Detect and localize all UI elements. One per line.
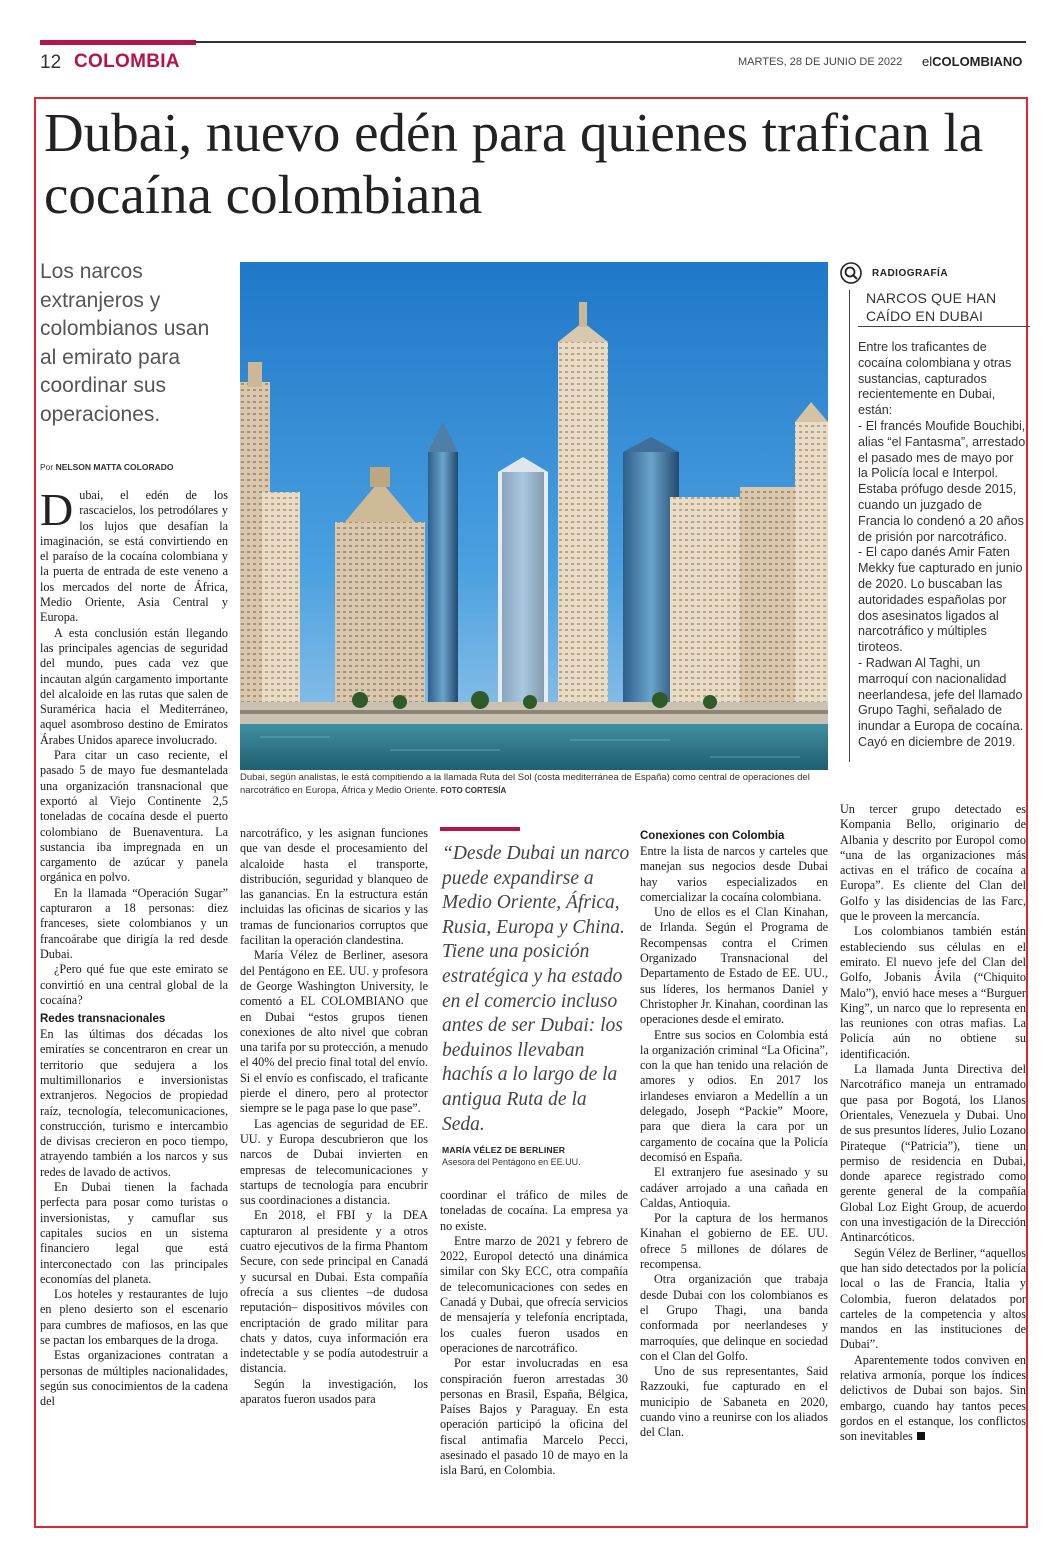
paragraph: El extranjero fue asesinado y su cadáver arrojado a una cañada en Caldas, Antioquia.	[640, 1165, 828, 1210]
section-name[interactable]: COLOMBIA	[74, 51, 180, 72]
dropcap: D	[40, 484, 74, 535]
subheading: Redes transnacionales	[40, 1013, 166, 1026]
sidebar-item: - El francés Moufide Bouchibi, alias “el Fantasma”, arrestado el pasado mes de mayo por la Policía local e Interpol. Estaba prófugo desde 2015, cuando un juzgado de Francia lo condenó a 20 años de prisión por narcotráfico.	[858, 418, 1026, 544]
byline-prefix: Por	[40, 462, 54, 472]
pull-quote-name: MARÍA VÉLEZ DE BERLINER	[442, 1145, 566, 1155]
byline-author: NELSON MATTA COLORADO	[55, 462, 174, 472]
header-accent-rule	[40, 40, 196, 45]
article-column-1	[40, 484, 228, 1410]
paragraph: narcotráfico, y les asignan funciones que van desde el procesamiento del alcaloide hasta el transporte, distribución, seguridad y blanqueo de las ganancias. En la estructura están incluidas las oficinas de sicarios y las tramas de funcionarios corruptos que facilitan la operación clandestina.	[240, 826, 428, 948]
dateline: MARTES, 28 DE JUNIO DE 2022	[738, 56, 903, 68]
paragraph: Otra organización que trabaja desde Dubai con los colombianos es el Grupo Thagi, una banda conformada por neerlandeses y marroquíes, que delinque en sociedad con el Clan del Golfo.	[640, 1272, 828, 1363]
subhead: Los narcos extranjeros y colombianos usan al emirato para coordinar sus operaciones.	[40, 260, 210, 426]
page-number: 12	[40, 52, 62, 73]
pull-quote: “Desde Dubai un narco puede expandirse a Medio Oriente, África, Rusia, Europa y China. Tiene una posición estratégica y ha estado en el comercio incluso antes de ser Dubai: los beduinos llevaban hachís a lo largo de la antigua Ruta de la Seda.	[442, 843, 630, 1135]
paragraph: La llamada Junta Directiva del Narcotráfico maneja un entramado que pasa por Bogotá, los Llanos Orientales, Venezuela y Dubai. Uno de sus presuntos líderes, Julio Lozano Pirateque (“Patricia”), tiene un permiso de residencia en Dubai, donde aparece registrado como gerente general de la compañía Global Loz Eight Group, de acuerdo con una investigación de la Dirección Antinarcóticos.	[840, 1062, 1026, 1245]
photo-credit: FOTO CORTESÍA	[440, 786, 507, 795]
sidebar-label: RADIOGRAFÍA	[872, 268, 949, 279]
brand-name: COLOMBIANO	[932, 54, 1023, 69]
header-rule	[196, 41, 1026, 43]
byline	[40, 462, 174, 472]
paragraph: Según la investigación, los aparatos fueron usados para	[240, 1376, 428, 1406]
skyline-illustration	[240, 262, 828, 770]
paragraph: Para citar un caso reciente, el pasado 5 de mayo fue desmantelada una organización transnacional que exportó al Viejo Continente 2,5 toneladas de cocaína desde el puerto colombiano de Buenaventura. La sustancia iba impregnada en un cargamento de azúcar y panela orgánica en polvo.	[40, 748, 228, 885]
end-of-article-mark	[917, 1432, 925, 1440]
paragraph: Entre marzo de 2021 y febrero de 2022, Europol detectó una dinámica similar con Sky ECC, otra compañía de telecomunicaciones con sedes en Canadá y Dubai, que ofrecía servicios de mensajería y telefonía encriptada, los cuales fueron usados en operaciones de narcotráfico.	[440, 1233, 628, 1355]
paragraph: Un tercer grupo detectado es Kompania Bello, originario de Albania y descrito por Europol como “una de las organizaciones más activas en el tráfico de cocaína a Europa”. Es cliente del Clan del Golfo y las disidencias de las Farc, que le proveen la mercancía.	[840, 802, 1026, 924]
article-column-2	[240, 826, 428, 1407]
photo-caption	[240, 771, 830, 797]
brand-prefix: el	[922, 54, 933, 69]
pull-quote-rule	[440, 827, 520, 831]
magnifier-icon	[840, 262, 862, 284]
paragraph	[840, 1353, 1026, 1445]
paragraph: ¿Pero qué fue que este emirato se convirtió en una central global de la cocaína?	[40, 962, 228, 1007]
paragraph: Los hoteles y restaurantes de lujo en pleno desierto son el escenario para cumbres de mafiosos, en las que se pactan los embarques de la droga.	[40, 1287, 228, 1348]
subheading: Conexiones con Colombia	[640, 830, 785, 842]
sidebar-title-rule	[858, 326, 1030, 327]
sidebar-rule	[849, 290, 850, 762]
headline: Dubai, nuevo edén para quienes trafican la cocaína colombiana	[44, 102, 984, 225]
paragraph: Estas organizaciones contratan a personas de múltiples nacionalidades, según sus conocimientos de la cadena del	[40, 1348, 228, 1409]
closing-text: Aparentemente todos conviven en relativa armonía, porque los índices delictivos de Dubai son bajos. Sin embargo, cuando hay tantos peces gordos en el estanque, los conflictos son inevitables	[840, 1352, 1026, 1444]
sidebar-intro: Entre los traficantes de cocaína colombiana y otras sustancias, capturados recientemente en Dubai, están:	[858, 340, 1012, 418]
paragraph: Por la captura de los hermanos Kinahan el gobierno de EE. UU. ofrece 5 millones de dólares de recompensa.	[640, 1211, 828, 1272]
paragraph: Las agencias de seguridad de EE. UU. y Europa descubrieron que los narcos de Dubai invierten en empresas de telecomunicaciones y startups de tecnología para encubrir sus coordinaciones a distancia.	[240, 1116, 428, 1208]
paragraph: Entre la lista de narcos y carteles que manejan sus negocios desde Dubai hay varios especializados en comercializar la cocaína colombiana.	[640, 844, 828, 904]
sidebar-item: - Radwan Al Taghi, un marroquí con nacionalidad neerlandesa, jefe del llamado Grupo Taghi, señalado de inundar a Europa de cocaína. Cayó en diciembre de 2019.	[858, 655, 1024, 749]
paragraph: En las últimas dos décadas los emiratíes se concentraron en crear un territorio que sedujera a los multimillonarios e inversionistas extranjeros. Negocios de propiedad raíz, tecnología, telecomunicaciones, construcción, turismo e intercambio de divisas crecieron en poco tiempo, atrayendo también a los narcos y sus redes de lavado de activos.	[40, 1027, 228, 1179]
paragraph: En Dubai tienen la fachada perfecta para posar como turistas o inversionistas, y camuflar sus capitales sucios en un sistema financiero legal que está interconectado con las principales economías del planeta.	[40, 1180, 228, 1286]
paragraph: coordinar el tráfico de miles de toneladas de cocaína. La empresa ya no existe.	[440, 1188, 628, 1233]
paragraph: Uno de sus representantes, Said Razzouki, fue capturado en el municipio de Sabaneta en 2020, cuando vino a reunirse con los aliados del Clan.	[640, 1364, 828, 1440]
paragraph: Por estar involucradas en esa conspiración fueron arrestadas 30 personas en Brasil, España, Bélgica, Países Bajos y Paraguay. En esta operación participó la oficina del fiscal antimafia Marcelo Pecci, asesinado el pasado 10 de mayo en la isla Barú, en Colombia.	[440, 1356, 628, 1478]
sidebar-item: - El capo danés Amir Faten Mekky fue capturado en junio de 2020. Lo buscaban las autoridades españolas por dos asesinatos ligados al narcotráfico y múltiples tiroteos.	[858, 545, 1023, 655]
paragraph: Los colombianos también están estableciendo sus células en el emirato. El nuevo jefe del Clan del Golfo, Jobanis Ávila (“Chiquito Malo”), envió hace meses a “Burguer King”, un narco que lo representa en las reuniones con otras mafias. La Policía aún no obtiene su identificación.	[840, 924, 1026, 1061]
paragraph: María Vélez de Berliner, asesora del Pentágono en EE. UU. y profesora de George Washington University, le comentó a EL COLOMBIANO que en Dubai “estos grupos tienen conexiones de alto nivel que cobran una tarifa por su protección, a menudo el 40% del precio final total del envío. Si el envío es confiscado, el traficante pierde el dinero, pero al protector siempre se le paga pase lo que pase”.	[240, 948, 428, 1116]
paragraph: Uno de ellos es el Clan Kinahan, de Irlanda. Según el Programa de Recompensas contra el Crimen Organizado Transnacional del Departamento de Estado de EE. UU., sus líderes, los hermanos Daniel y Christopher Jr. Kinahan, coordinan las operaciones desde el emirato.	[640, 905, 828, 1027]
paragraph: A esta conclusión están llegando las principales agencias de seguridad del mundo, pues cada vez que incautan algún cargamento importante del alcaloide en las rutas que salen de Suramérica hacia el Mediterráneo, aquel asombroso destino de Emiratos Árabes Unidos aparece involucrado.	[40, 625, 228, 747]
caption-text: Dubai, según analistas, le está compitiendo a la llamada Ruta del Sol (costa mediterránea de España) como central de operaciones del narcotráfico en Europa, África y Medio Oriente.	[240, 772, 810, 796]
paragraph: Entre sus socios en Colombia está la organización criminal “La Oficina”, con la que han tenido una relación de amores y odios. En 2017 los irlandeses enviaron a Medellín a un delegado, Joseph “Packie” Moore, para que diera la cara por un cargamento de cocaína que la Policía decomisó en España.	[640, 1027, 828, 1164]
paragraph: En 2018, el FBI y la DEA capturaron al presidente y a otros cuatro ejecutivos de la firma Phantom Secure, con sede principal en Canadá y sucursal en Dubai. Esta compañía ofrecía a sus clientes –de dudosa reputación– dispositivos móviles con encriptación de grado militar para chats y datos, cuya información era indetectable y se podía autodestruir a distancia.	[240, 1208, 428, 1376]
paragraph: ubai, el edén de los rascacielos, los petrodólares y los lujos que desafían la imaginación, se está convirtiendo en el paraíso de la cocaína colombiana y la puerta de entrada de este veneno a los mercados del norte de África, Medio Oriente, Asia Central y Europa.	[40, 488, 228, 625]
sidebar-title: NARCOS QUE HAN CAÍDO EN DUBAI	[866, 290, 997, 324]
paragraph: En la llamada “Operación Sugar” capturaron a 18 personas: diez franceses, siete colombianos y un francoárabe que dirigía la red desde Dubai.	[40, 885, 228, 961]
brand-logo[interactable]	[922, 54, 1022, 69]
article-column-3	[440, 1188, 628, 1479]
sidebar-body	[858, 340, 1026, 751]
article-column-4	[640, 829, 828, 1441]
article-column-5	[840, 802, 1026, 1444]
dubai-skyline-photo[interactable]	[240, 262, 828, 770]
pull-quote-role: Asesora del Pentágono en EE.UU.	[442, 1157, 581, 1167]
paragraph: Según Vélez de Berliner, “aquellos que han sido detectados por la policía local o las de Francia, Italia y Colombia, fueron delatados por carteles de la competencia y altos mandos en las instituciones de Dubai”.	[840, 1245, 1026, 1352]
